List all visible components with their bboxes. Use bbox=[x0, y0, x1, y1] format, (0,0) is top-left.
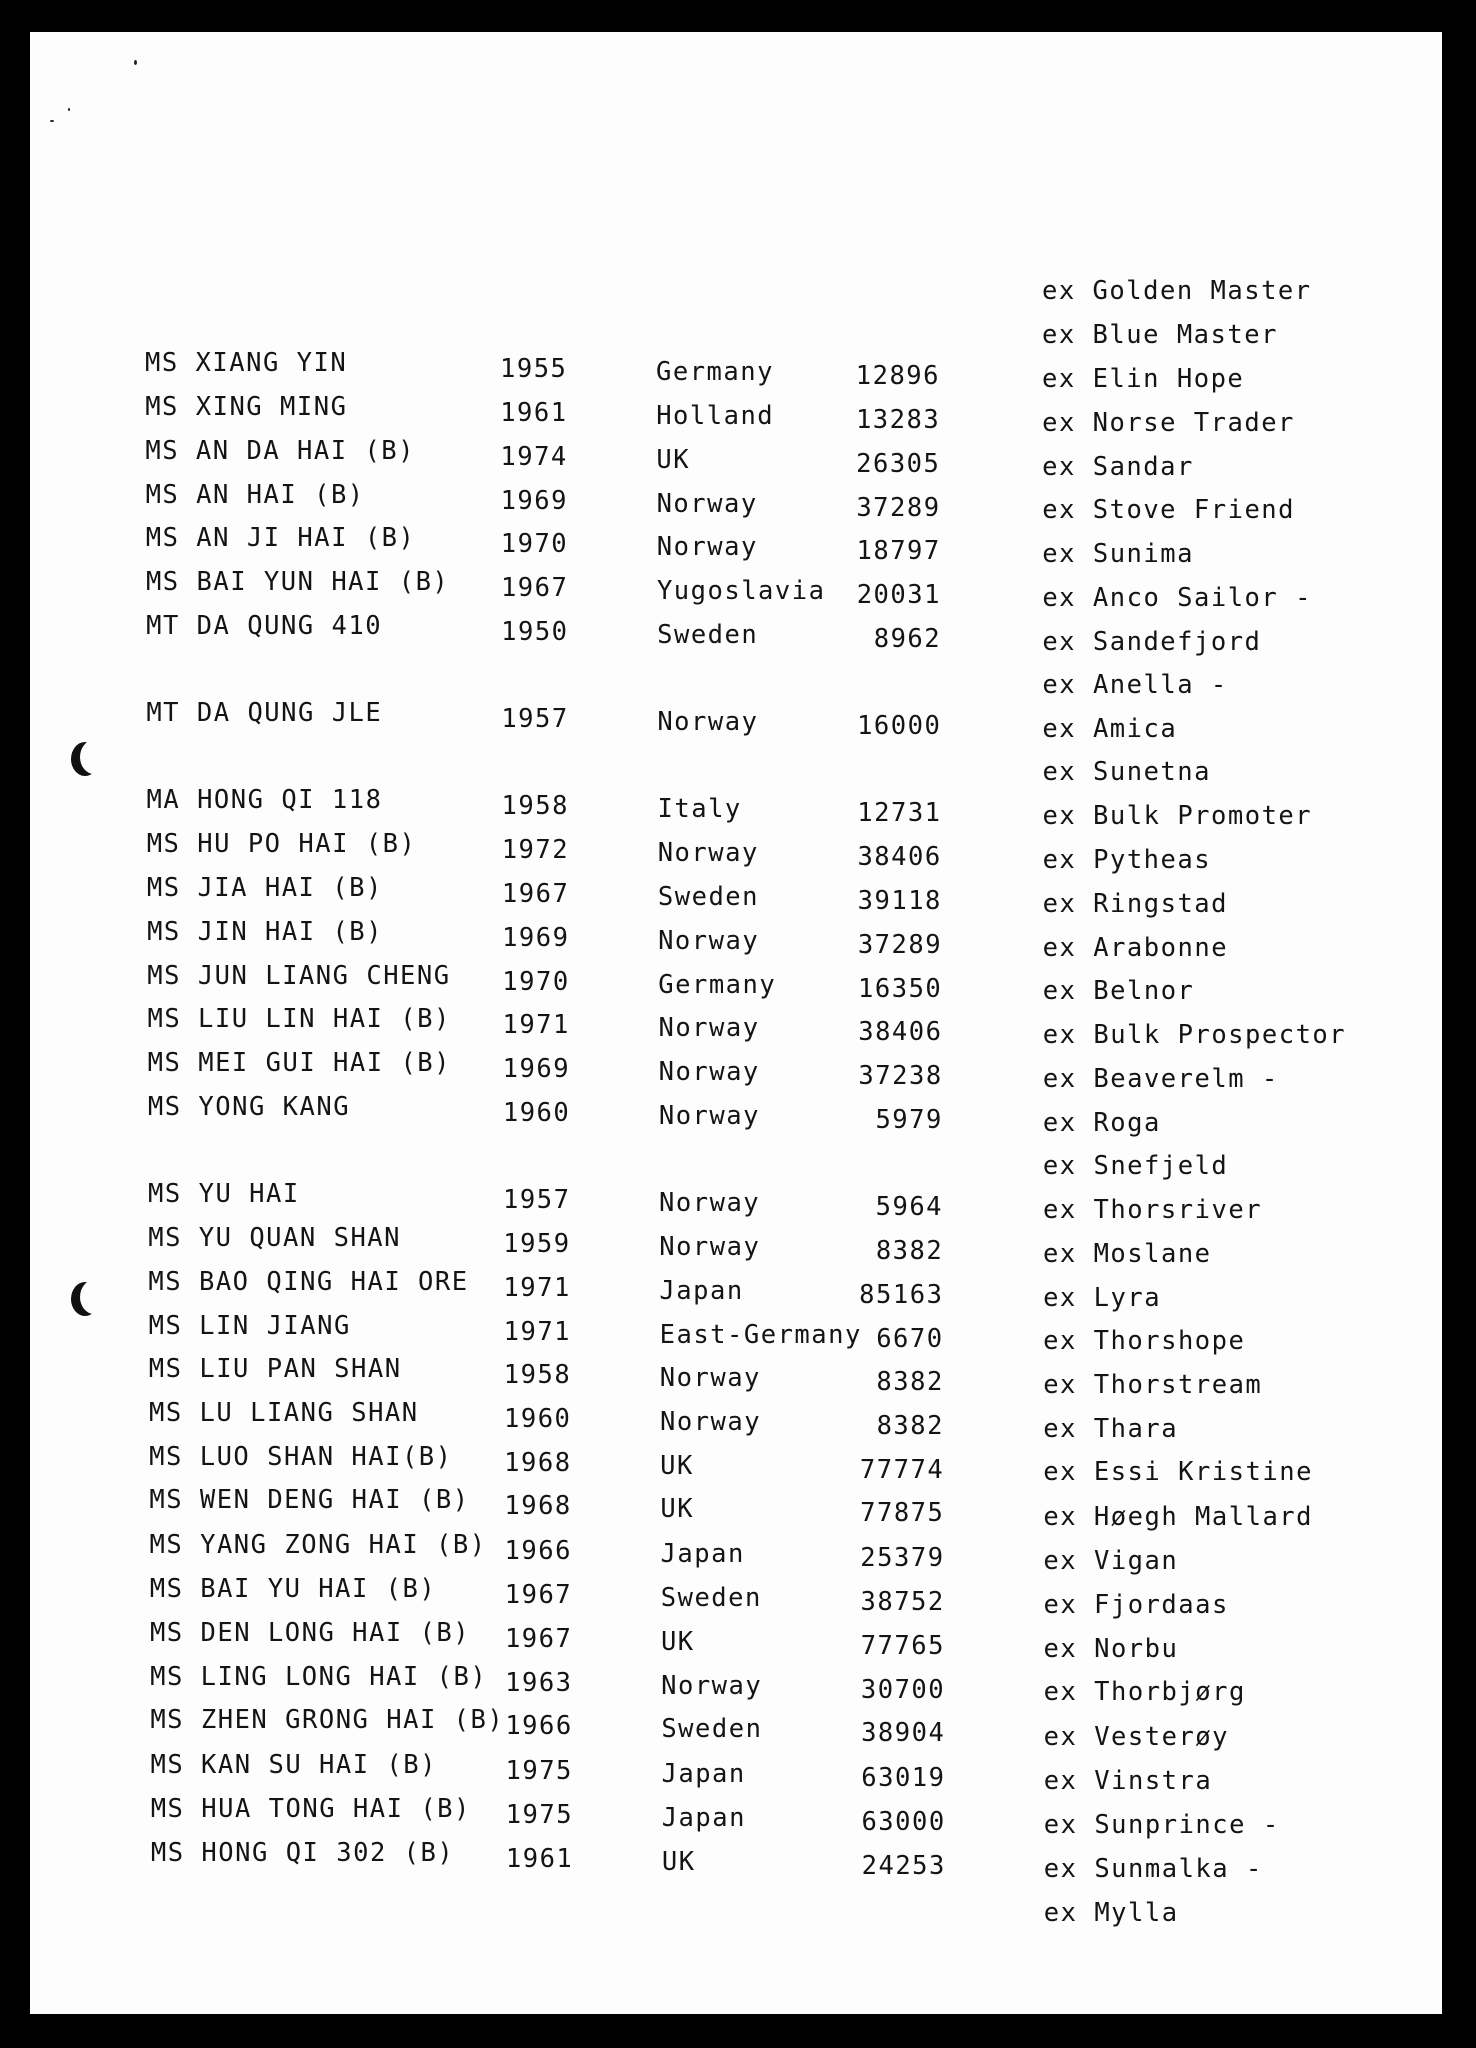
ship-country: Italy bbox=[657, 794, 742, 825]
ship-country: Norway bbox=[659, 1407, 762, 1438]
ship-year: 1967 bbox=[504, 1580, 573, 1611]
ship-tonnage: 8382 bbox=[876, 1410, 944, 1441]
ex-name: ex Anella - bbox=[1042, 670, 1228, 701]
ship-name: MS YANG ZONG HAI (B) bbox=[149, 1530, 487, 1560]
ship-name: MS ZHEN GRONG HAI (B) bbox=[150, 1705, 505, 1735]
ship-country: Norway bbox=[659, 1232, 761, 1263]
ship-tonnage: 13283 bbox=[855, 404, 941, 435]
ship-country: Norway bbox=[656, 532, 758, 563]
ship-year: 1961 bbox=[505, 1844, 574, 1875]
ship-tonnage: 63019 bbox=[861, 1762, 946, 1793]
ship-tonnage: 8962 bbox=[873, 623, 942, 654]
ship-year: 1959 bbox=[503, 1229, 571, 1260]
ex-name: ex Ringstad bbox=[1042, 889, 1229, 920]
ex-name: ex Norbu bbox=[1043, 1634, 1179, 1665]
ship-year: 1971 bbox=[502, 1010, 570, 1041]
ship-tonnage: 12731 bbox=[857, 797, 942, 828]
ship-tonnage: 39118 bbox=[857, 885, 942, 916]
ship-year: 1963 bbox=[505, 1668, 573, 1699]
ship-tonnage: 63000 bbox=[861, 1806, 946, 1837]
ship-name: MS XIANG YIN bbox=[145, 348, 348, 378]
ship-tonnage: 26305 bbox=[856, 448, 941, 479]
ex-name: ex Pytheas bbox=[1042, 845, 1212, 876]
ship-tonnage: 5964 bbox=[875, 1191, 944, 1222]
ship-year: 1968 bbox=[504, 1448, 572, 1479]
ex-name: ex Amica bbox=[1042, 714, 1178, 745]
ship-tonnage: 38406 bbox=[857, 841, 942, 872]
ship-year: 1968 bbox=[504, 1491, 572, 1522]
ex-name: ex Essi Kristine bbox=[1043, 1457, 1313, 1488]
ship-country: East-Germany bbox=[659, 1320, 862, 1351]
ex-name: ex Beaverelm - bbox=[1042, 1064, 1279, 1095]
ship-name: MS XING MING bbox=[145, 392, 348, 422]
speck bbox=[50, 120, 54, 122]
ex-name: ex Thara bbox=[1043, 1414, 1179, 1445]
ship-year: 1969 bbox=[500, 486, 568, 517]
ship-name: MS YU HAI bbox=[148, 1179, 300, 1209]
ship-year: 1955 bbox=[500, 354, 568, 385]
ex-name: ex Vesterøy bbox=[1043, 1722, 1230, 1753]
punch-hole-mark bbox=[80, 1280, 108, 1314]
ex-name: ex Vigan bbox=[1043, 1546, 1179, 1577]
ship-name: MS KAN SU HAI (B) bbox=[150, 1750, 437, 1780]
ship-name: MS LU LIANG SHAN bbox=[148, 1398, 419, 1428]
ex-name: ex Sandar bbox=[1042, 452, 1194, 483]
ship-tonnage: 77765 bbox=[860, 1630, 945, 1661]
ex-name: ex Thorshope bbox=[1043, 1326, 1246, 1357]
document-page bbox=[30, 32, 1442, 2014]
ex-name: ex Fjordaas bbox=[1043, 1590, 1229, 1621]
ship-name: MS BAO QING HAI ORE bbox=[148, 1267, 469, 1297]
ship-country: Norway bbox=[657, 838, 759, 869]
ex-name: ex Høegh Mallard bbox=[1043, 1502, 1313, 1533]
ship-name: MT DA QUNG 410 bbox=[146, 611, 383, 641]
ex-name: ex Roga bbox=[1042, 1108, 1161, 1139]
ship-name: MS JIA HAI (B) bbox=[146, 873, 383, 903]
ship-year: 1960 bbox=[503, 1404, 572, 1435]
ship-country: Norway bbox=[657, 707, 759, 738]
ship-tonnage: 37289 bbox=[857, 929, 943, 960]
ship-year: 1974 bbox=[500, 442, 568, 473]
ship-name: MS AN DA HAI (B) bbox=[145, 436, 416, 466]
ship-country: Germany bbox=[658, 970, 777, 1001]
ship-year: 1967 bbox=[504, 1624, 573, 1655]
ship-tonnage: 30700 bbox=[860, 1674, 946, 1705]
ship-tonnage: 6670 bbox=[876, 1323, 944, 1354]
ship-tonnage: 18797 bbox=[856, 535, 941, 566]
ex-name: ex Golden Master bbox=[1042, 276, 1312, 307]
ex-name: ex Norse Trader bbox=[1042, 408, 1295, 439]
ship-name: MS YU QUAN SHAN bbox=[148, 1223, 402, 1253]
ship-year: 1960 bbox=[502, 1098, 571, 1129]
ex-name: ex Elin Hope bbox=[1042, 364, 1245, 395]
ship-name: MS JUN LIANG CHENG bbox=[147, 961, 451, 991]
ex-name: ex Sunetna bbox=[1042, 757, 1211, 788]
ex-name: ex Belnor bbox=[1042, 976, 1195, 1007]
ship-country: Norway bbox=[658, 1101, 760, 1132]
ship-country: Holland bbox=[656, 401, 775, 432]
ship-country: Norway bbox=[656, 489, 758, 520]
ship-tonnage: 20031 bbox=[856, 579, 941, 610]
ex-name: ex Sandefjord bbox=[1042, 627, 1262, 658]
ship-country: Japan bbox=[661, 1803, 746, 1834]
punch-hole-mark bbox=[80, 740, 108, 774]
ship-tonnage: 8382 bbox=[876, 1366, 944, 1397]
ship-year: 1967 bbox=[500, 573, 569, 604]
ship-year: 1970 bbox=[502, 967, 570, 998]
ship-name: MS MEI GUI HAI (B) bbox=[147, 1048, 451, 1078]
ship-country: UK bbox=[656, 445, 691, 476]
ship-tonnage: 77875 bbox=[860, 1497, 945, 1528]
ship-name: MS LIU LIN HAI (B) bbox=[147, 1004, 451, 1034]
ship-country: Norway bbox=[658, 1013, 760, 1044]
ship-year: 1975 bbox=[505, 1756, 573, 1787]
ship-year: 1970 bbox=[500, 529, 569, 560]
ex-name: ex Stove Friend bbox=[1042, 495, 1296, 526]
ex-name: ex Snefjeld bbox=[1042, 1151, 1229, 1182]
ship-name: MS AN JI HAI (B) bbox=[145, 523, 416, 553]
ship-country: Sweden bbox=[660, 1583, 762, 1614]
ex-name: ex Thorbjørg bbox=[1043, 1677, 1246, 1708]
ex-name: ex Moslane bbox=[1043, 1239, 1212, 1270]
speck bbox=[68, 108, 70, 111]
ship-year: 1961 bbox=[500, 398, 568, 429]
ex-name: ex Vinstra bbox=[1043, 1766, 1213, 1797]
ship-tonnage: 5979 bbox=[875, 1104, 943, 1135]
ship-country: Sweden bbox=[657, 620, 759, 651]
ship-name: MS LIU PAN SHAN bbox=[148, 1354, 402, 1384]
ship-tonnage: 24253 bbox=[861, 1850, 946, 1881]
ship-name: MS LING LONG HAI (B) bbox=[150, 1662, 488, 1692]
ship-country: Japan bbox=[659, 1276, 744, 1307]
ship-tonnage: 85163 bbox=[859, 1279, 944, 1310]
ship-name: MS BAI YUN HAI (B) bbox=[145, 567, 450, 597]
ship-country: UK bbox=[660, 1451, 694, 1482]
ship-tonnage: 16350 bbox=[858, 973, 943, 1004]
ship-year: 1950 bbox=[501, 617, 569, 648]
ex-name: ex Thorsriver bbox=[1042, 1195, 1263, 1226]
ex-name: ex Arabonne bbox=[1042, 933, 1229, 964]
ship-country: Norway bbox=[661, 1671, 763, 1702]
ship-country: UK bbox=[661, 1847, 696, 1878]
ship-year: 1966 bbox=[505, 1711, 573, 1742]
ship-country: Japan bbox=[660, 1539, 745, 1570]
ship-country: Norway bbox=[659, 1363, 761, 1394]
ex-name: ex Sunima bbox=[1042, 539, 1194, 570]
ship-year: 1969 bbox=[502, 1054, 571, 1085]
ship-year: 1958 bbox=[501, 791, 569, 822]
ship-year: 1957 bbox=[501, 704, 569, 735]
ship-country: Norway bbox=[659, 1188, 761, 1219]
ship-name: MS YONG KANG bbox=[147, 1092, 351, 1122]
ship-name: MS HUA TONG HAI (B) bbox=[150, 1794, 471, 1824]
ship-tonnage: 37289 bbox=[856, 492, 941, 523]
ship-name: MA HONG QI 118 bbox=[146, 785, 383, 815]
ship-name: MT DA QUNG JLE bbox=[146, 698, 383, 728]
ship-country: Norway bbox=[658, 926, 760, 957]
ship-year: 1958 bbox=[503, 1360, 572, 1391]
ship-name: MS HONG QI 302 (B) bbox=[150, 1838, 455, 1868]
ex-name: ex Mylla bbox=[1043, 1898, 1179, 1929]
ship-year: 1967 bbox=[501, 879, 570, 910]
ship-name: MS HU PO HAI (B) bbox=[146, 829, 417, 859]
ship-country: Norway bbox=[658, 1057, 760, 1088]
ship-tonnage: 12896 bbox=[855, 360, 940, 391]
ex-name: ex Bulk Promoter bbox=[1042, 801, 1313, 832]
ex-name: ex Anco Sailor - bbox=[1042, 583, 1312, 614]
ship-tonnage: 8382 bbox=[875, 1235, 944, 1266]
ship-country: Yugoslavia bbox=[656, 576, 826, 607]
ship-country: Japan bbox=[661, 1759, 746, 1790]
ship-year: 1972 bbox=[501, 835, 570, 866]
ship-name: MS LIN JIANG bbox=[148, 1311, 351, 1341]
ship-name: MS JIN HAI (B) bbox=[147, 917, 384, 947]
ship-tonnage: 16000 bbox=[857, 710, 942, 741]
ship-country: UK bbox=[660, 1627, 695, 1658]
ship-tonnage: 77774 bbox=[859, 1454, 945, 1485]
ship-year: 1971 bbox=[503, 1317, 572, 1348]
ex-name: ex Lyra bbox=[1043, 1283, 1162, 1314]
ship-country: UK bbox=[660, 1494, 695, 1525]
ship-country: Sweden bbox=[657, 882, 760, 913]
ship-year: 1966 bbox=[504, 1536, 572, 1567]
ex-name: ex Sunprince - bbox=[1043, 1810, 1280, 1841]
ship-tonnage: 25379 bbox=[860, 1542, 945, 1573]
ex-name: ex Blue Master bbox=[1042, 320, 1278, 351]
ship-name: MS DEN LONG HAI (B) bbox=[149, 1618, 471, 1648]
ship-tonnage: 37238 bbox=[858, 1060, 943, 1091]
ship-country: Sweden bbox=[661, 1714, 763, 1745]
ship-tonnage: 38752 bbox=[860, 1586, 945, 1617]
ship-year: 1957 bbox=[503, 1185, 571, 1216]
ex-name: ex Bulk Prospector bbox=[1042, 1020, 1347, 1051]
ship-name: MS WEN DENG HAI (B) bbox=[149, 1485, 470, 1515]
ship-year: 1971 bbox=[503, 1273, 571, 1304]
ship-year: 1969 bbox=[502, 923, 570, 954]
ship-year: 1975 bbox=[505, 1800, 574, 1831]
ex-name: ex Sunmalka - bbox=[1043, 1854, 1263, 1885]
ship-name: MS AN HAI (B) bbox=[145, 480, 365, 510]
ex-name: ex Thorstream bbox=[1043, 1370, 1263, 1401]
ship-country: Germany bbox=[656, 357, 774, 388]
ship-tonnage: 38904 bbox=[861, 1717, 946, 1748]
ship-tonnage: 38406 bbox=[858, 1016, 943, 1047]
ship-name: MS LUO SHAN HAI(B) bbox=[149, 1442, 453, 1472]
ship-name: MS BAI YU HAI (B) bbox=[149, 1574, 437, 1604]
speck bbox=[134, 60, 137, 65]
